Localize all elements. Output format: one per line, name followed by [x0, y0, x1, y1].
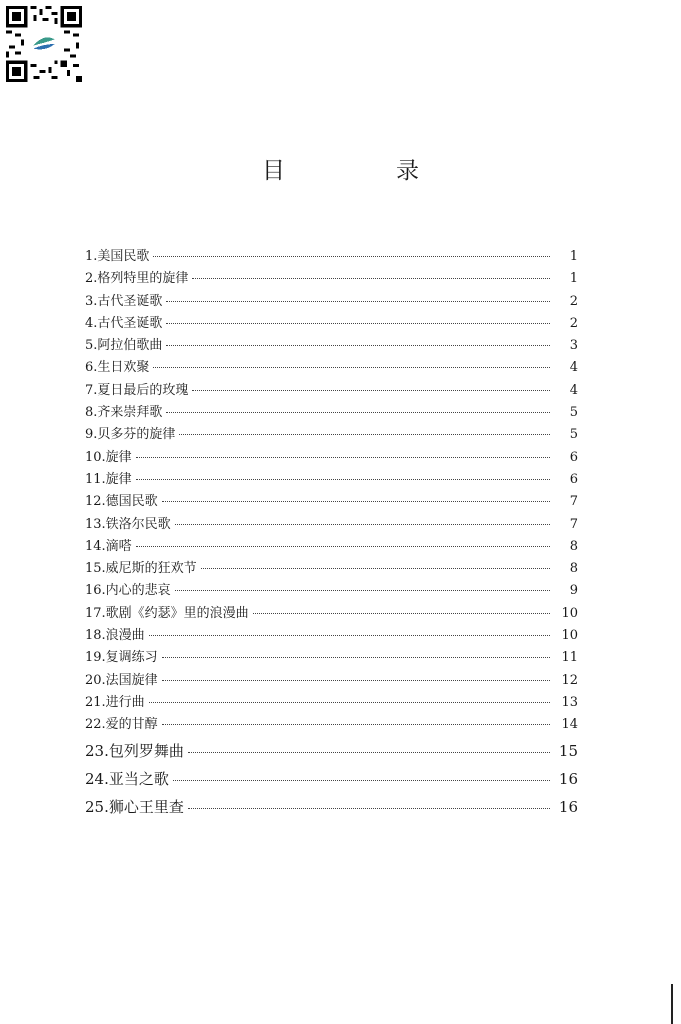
toc-entry-page: 11	[561, 650, 578, 666]
toc-entry-page: 2	[569, 293, 578, 309]
dot-leader	[175, 577, 550, 591]
toc-entry-title: 12.德国民歌	[85, 494, 158, 510]
toc-entry-page: 13	[561, 694, 578, 710]
toc-entry-page: 7	[569, 494, 578, 510]
toc-entry-title: 4.古代圣诞歌	[85, 315, 163, 331]
dot-leader	[162, 644, 550, 658]
toc-entry-title: 7.夏日最后的玫瑰	[85, 382, 189, 398]
toc-entry-title: 15.威尼斯的狂欢节	[85, 561, 197, 577]
qr-code-icon	[6, 6, 82, 82]
dot-leader	[166, 310, 550, 324]
dot-leader	[166, 288, 550, 302]
toc-entry-title: 8.齐来崇拜歌	[85, 405, 163, 421]
toc-entry-page: 10	[561, 628, 578, 644]
toc-entry-title: 5.阿拉伯歌曲	[85, 338, 163, 354]
toc-entry-title: 13.铁洛尔民歌	[85, 516, 171, 532]
toc-entry-title: 22.爱的甘醇	[85, 717, 158, 733]
dot-leader	[192, 265, 550, 279]
toc-entry-page: 8	[569, 561, 578, 577]
toc-entry-page: 9	[569, 583, 578, 599]
toc-entry-title: 2.格列特里的旋律	[85, 271, 189, 287]
toc-entry-page: 4	[569, 360, 578, 376]
toc-entry-title: 9.贝多芬的旋律	[85, 427, 176, 443]
table-of-contents	[85, 246, 578, 821]
dot-leader	[188, 793, 550, 809]
toc-entry-title: 14.滴嗒	[85, 538, 132, 554]
dot-leader	[162, 667, 550, 681]
dot-leader	[173, 765, 550, 781]
toc-entry-page: 16	[558, 769, 578, 788]
toc-entry-title: 17.歌剧《约瑟》里的浪漫曲	[85, 605, 249, 621]
page-edge-mark	[671, 984, 681, 1024]
dot-leader	[149, 689, 550, 703]
dot-leader	[166, 399, 550, 413]
toc-entry-page: 16	[558, 797, 578, 816]
toc-entry-title: 19.复调练习	[85, 650, 158, 666]
dot-leader	[162, 711, 550, 725]
toc-entry-title: 3.古代圣诞歌	[85, 293, 163, 309]
toc-entry[interactable]	[85, 793, 578, 821]
dot-leader	[175, 511, 550, 525]
page-title: 目 录	[262, 158, 463, 184]
toc-entry-page: 14	[561, 717, 578, 733]
toc-entry-title: 20.法国旋律	[85, 672, 158, 688]
toc-entry-page: 5	[569, 427, 578, 443]
dot-leader	[188, 737, 550, 753]
toc-entry-page: 6	[569, 471, 578, 487]
toc-entry-title: 1.美国民歌	[85, 249, 150, 264]
toc-entry-page: 12	[561, 672, 578, 688]
toc-entry-title: 18.浪漫曲	[85, 628, 145, 644]
dot-leader	[201, 555, 550, 569]
toc-entry-title: 23.包列罗舞曲	[85, 741, 184, 760]
toc-entry-page: 8	[569, 538, 578, 554]
dot-leader	[192, 377, 550, 391]
toc-entry[interactable]	[85, 714, 578, 736]
toc-entry-page: 4	[569, 382, 578, 398]
toc-entry-title: 6.生日欢聚	[85, 360, 150, 376]
toc-entry[interactable]	[85, 765, 578, 793]
toc-entry-page: 2	[569, 315, 578, 331]
toc-entry[interactable]	[85, 737, 578, 765]
dot-leader	[153, 243, 550, 257]
toc-entry-title: 25.狮心王里查	[85, 797, 184, 816]
dot-leader	[153, 354, 550, 368]
toc-entry-page: 10	[561, 605, 578, 621]
toc-entry-page: 1	[569, 271, 578, 287]
toc-entry-page: 3	[569, 338, 578, 354]
toc-entry-page: 15	[558, 741, 578, 760]
dot-leader	[149, 622, 550, 636]
toc-entry-title: 11.旋律	[85, 471, 132, 487]
toc-entry-page: 6	[569, 449, 578, 465]
toc-entry-title: 24.亚当之歌	[85, 769, 169, 788]
dot-leader	[253, 600, 550, 614]
dot-leader	[179, 421, 550, 435]
dot-leader	[136, 444, 550, 458]
toc-entry-page: 1	[569, 249, 578, 264]
dot-leader	[162, 488, 550, 502]
dot-leader	[136, 466, 550, 480]
dot-leader	[136, 533, 550, 547]
toc-entry-page: 5	[569, 405, 578, 421]
toc-entry-title: 21.进行曲	[85, 694, 145, 710]
toc-entry-page: 7	[569, 516, 578, 532]
toc-entry-title: 16.内心的悲哀	[85, 583, 171, 599]
toc-entry-title: 10.旋律	[85, 449, 132, 465]
dot-leader	[166, 332, 550, 346]
